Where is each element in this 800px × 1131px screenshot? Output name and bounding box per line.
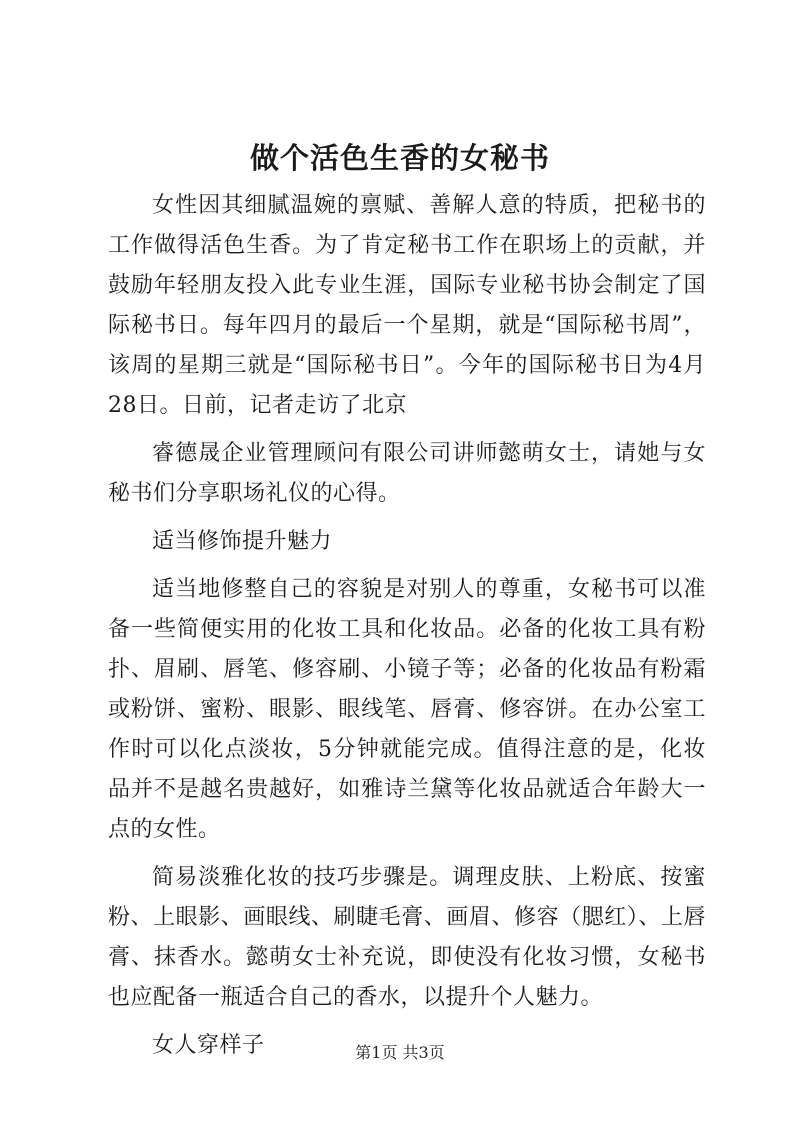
paragraph-intro: 女性因其细腻温婉的禀赋、善解人意的特质，把秘书的工作做得活色生香。为了肯定秘书工作在职场上的贡献，并鼓励年轻朋友投入此专业生涯，国际专业秘书协会制定了国际秘书日。每年四月的最后一个星期，就是“国际秘书周”，该周的星期三就是“国际秘书日”。今年的国际秘书日为4月28日。日前，记者走访了北京 bbox=[108, 193, 706, 418]
paragraph-continuation: 睿德晟企业管理顾问有限公司讲师懿萌女士，请她与女秘书们分享职场礼仪的心得。 bbox=[108, 441, 706, 506]
document-body bbox=[108, 186, 706, 1074]
document-title: 做个活色生香的女秘书 bbox=[249, 141, 550, 175]
paragraph-makeup-steps: 简易淡雅化妆的技巧步骤是。调理皮肤、上粉底、按蜜粉、上眼影、画眼线、刷睫毛膏、画眉、修容（腮红）、上唇膏、抹香水。懿萌女士补充说，即使没有化妆习惯，女秘书也应配备一瓶适合自己的香水，以提升个人魅力。 bbox=[108, 865, 706, 1010]
paragraph-makeup-tools: 适当地修整自己的容貌是对别人的尊重，女秘书可以准备一些简便实用的化妆工具和化妆品。必备的化妆工具有粉扑、眉刷、唇笔、修容刷、小镜子等；必备的化妆品有粉霜或粉饼、蜜粉、眼影、眼线笔、唇膏、修容饼。在办公室工作时可以化点淡妆，5分钟就能完成。值得注意的是，化妆品并不是越名贵越好，如雅诗兰黛等化妆品就适合年龄大一点的女性。 bbox=[108, 577, 706, 842]
page-number-footer: 第1页 共3页 bbox=[355, 1043, 445, 1062]
section-heading-dress: 女人穿样子 bbox=[152, 1033, 265, 1058]
section-heading-makeup: 适当修饰提升魅力 bbox=[152, 529, 333, 554]
